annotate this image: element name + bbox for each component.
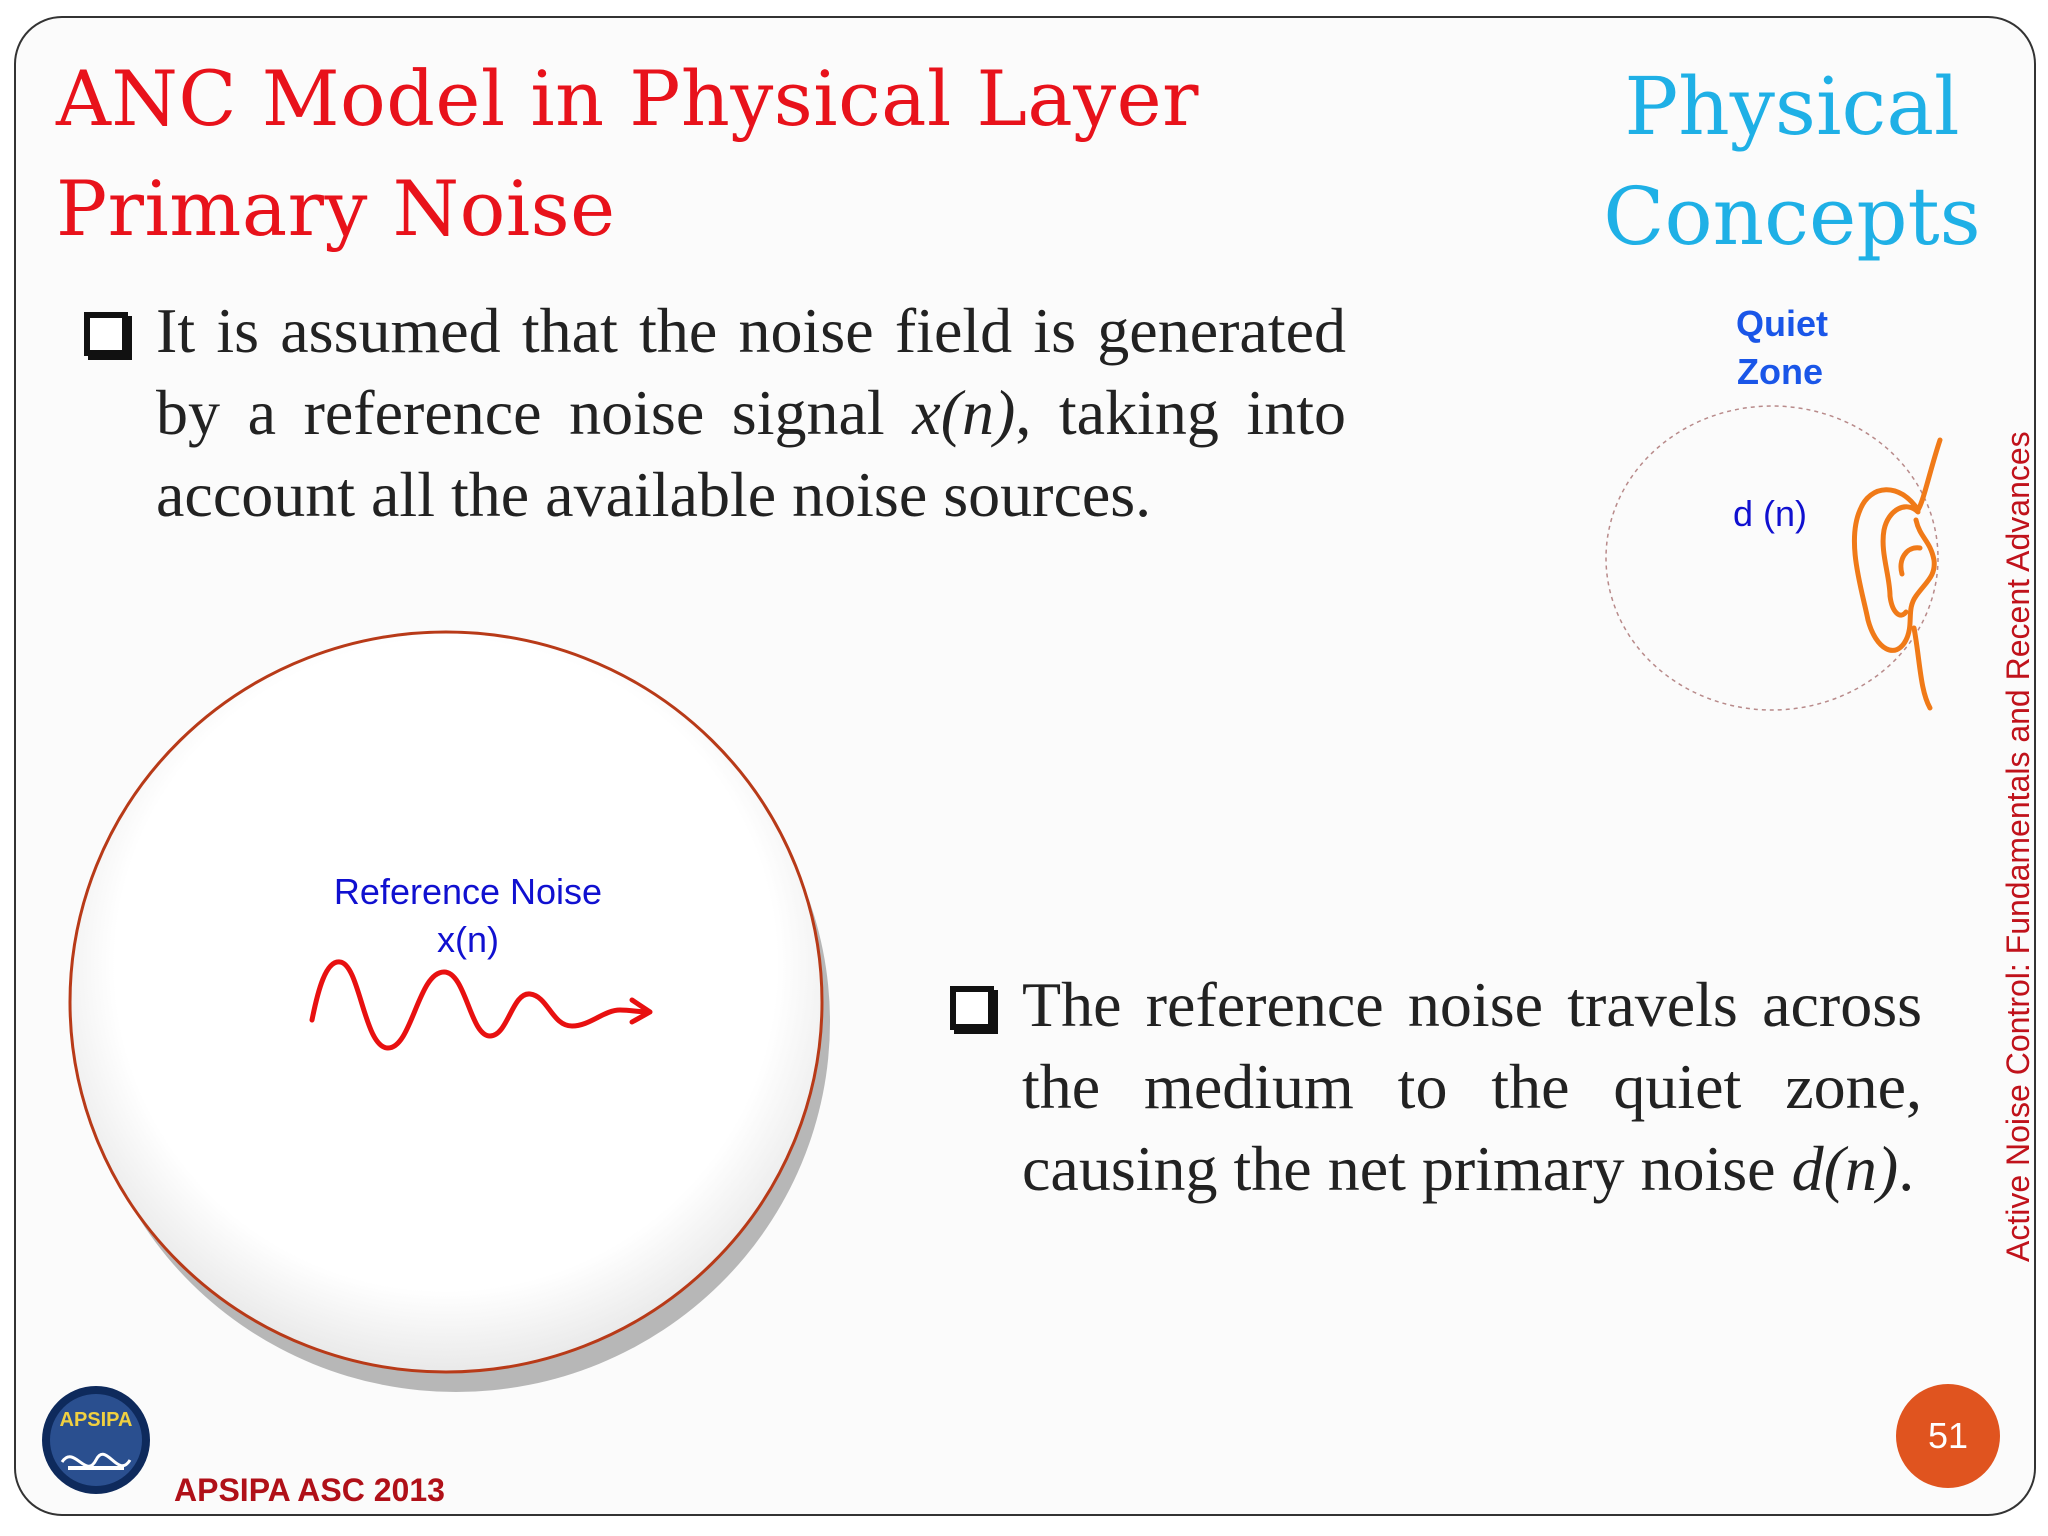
primary-noise-label: d (n) bbox=[1732, 493, 1808, 534]
bullet2-text-end: . bbox=[1898, 1133, 1915, 1204]
page-number-badge: 51 bbox=[1896, 1384, 2000, 1488]
reference-noise-label: Reference Noise bbox=[333, 871, 603, 912]
section-line-2: Concepts bbox=[1603, 170, 1981, 263]
noise-field-circle bbox=[70, 632, 822, 1372]
section-line-1: Physical bbox=[1624, 60, 1960, 153]
logo-text: APSIPA bbox=[59, 1409, 133, 1431]
ear-icon bbox=[1854, 440, 1940, 708]
bullet1-text: It is assumed that the noise field is generated by a reference noise signal bbox=[156, 295, 1346, 448]
title-line-1: ANC Model in Physical Layer bbox=[56, 54, 1199, 143]
apsipa-logo-icon bbox=[40, 1384, 152, 1496]
quiet-zone-label-2: Zone bbox=[1737, 351, 1823, 392]
bullet1-text-end: , taking into account all the available noise sources. bbox=[156, 377, 1347, 530]
quiet-zone-label-1: Quiet bbox=[1735, 303, 1829, 344]
bullet2-text: The reference noise travels across the medium to the quiet zone, causing the net primary noise bbox=[1022, 969, 1922, 1204]
sidebar-course-title: Active Noise Control: Fundamentals and Recent Advances bbox=[2000, 431, 2036, 1262]
bullet2-signal: d(n) bbox=[1791, 1133, 1899, 1204]
quiet-zone-circle bbox=[1606, 406, 1938, 710]
title-line-2: Primary Noise bbox=[56, 164, 616, 253]
bullet1-signal: x(n) bbox=[912, 377, 1016, 448]
reference-signal-label: x(n) bbox=[437, 919, 499, 960]
footer-conference: APSIPA ASC 2013 bbox=[174, 1472, 445, 1508]
